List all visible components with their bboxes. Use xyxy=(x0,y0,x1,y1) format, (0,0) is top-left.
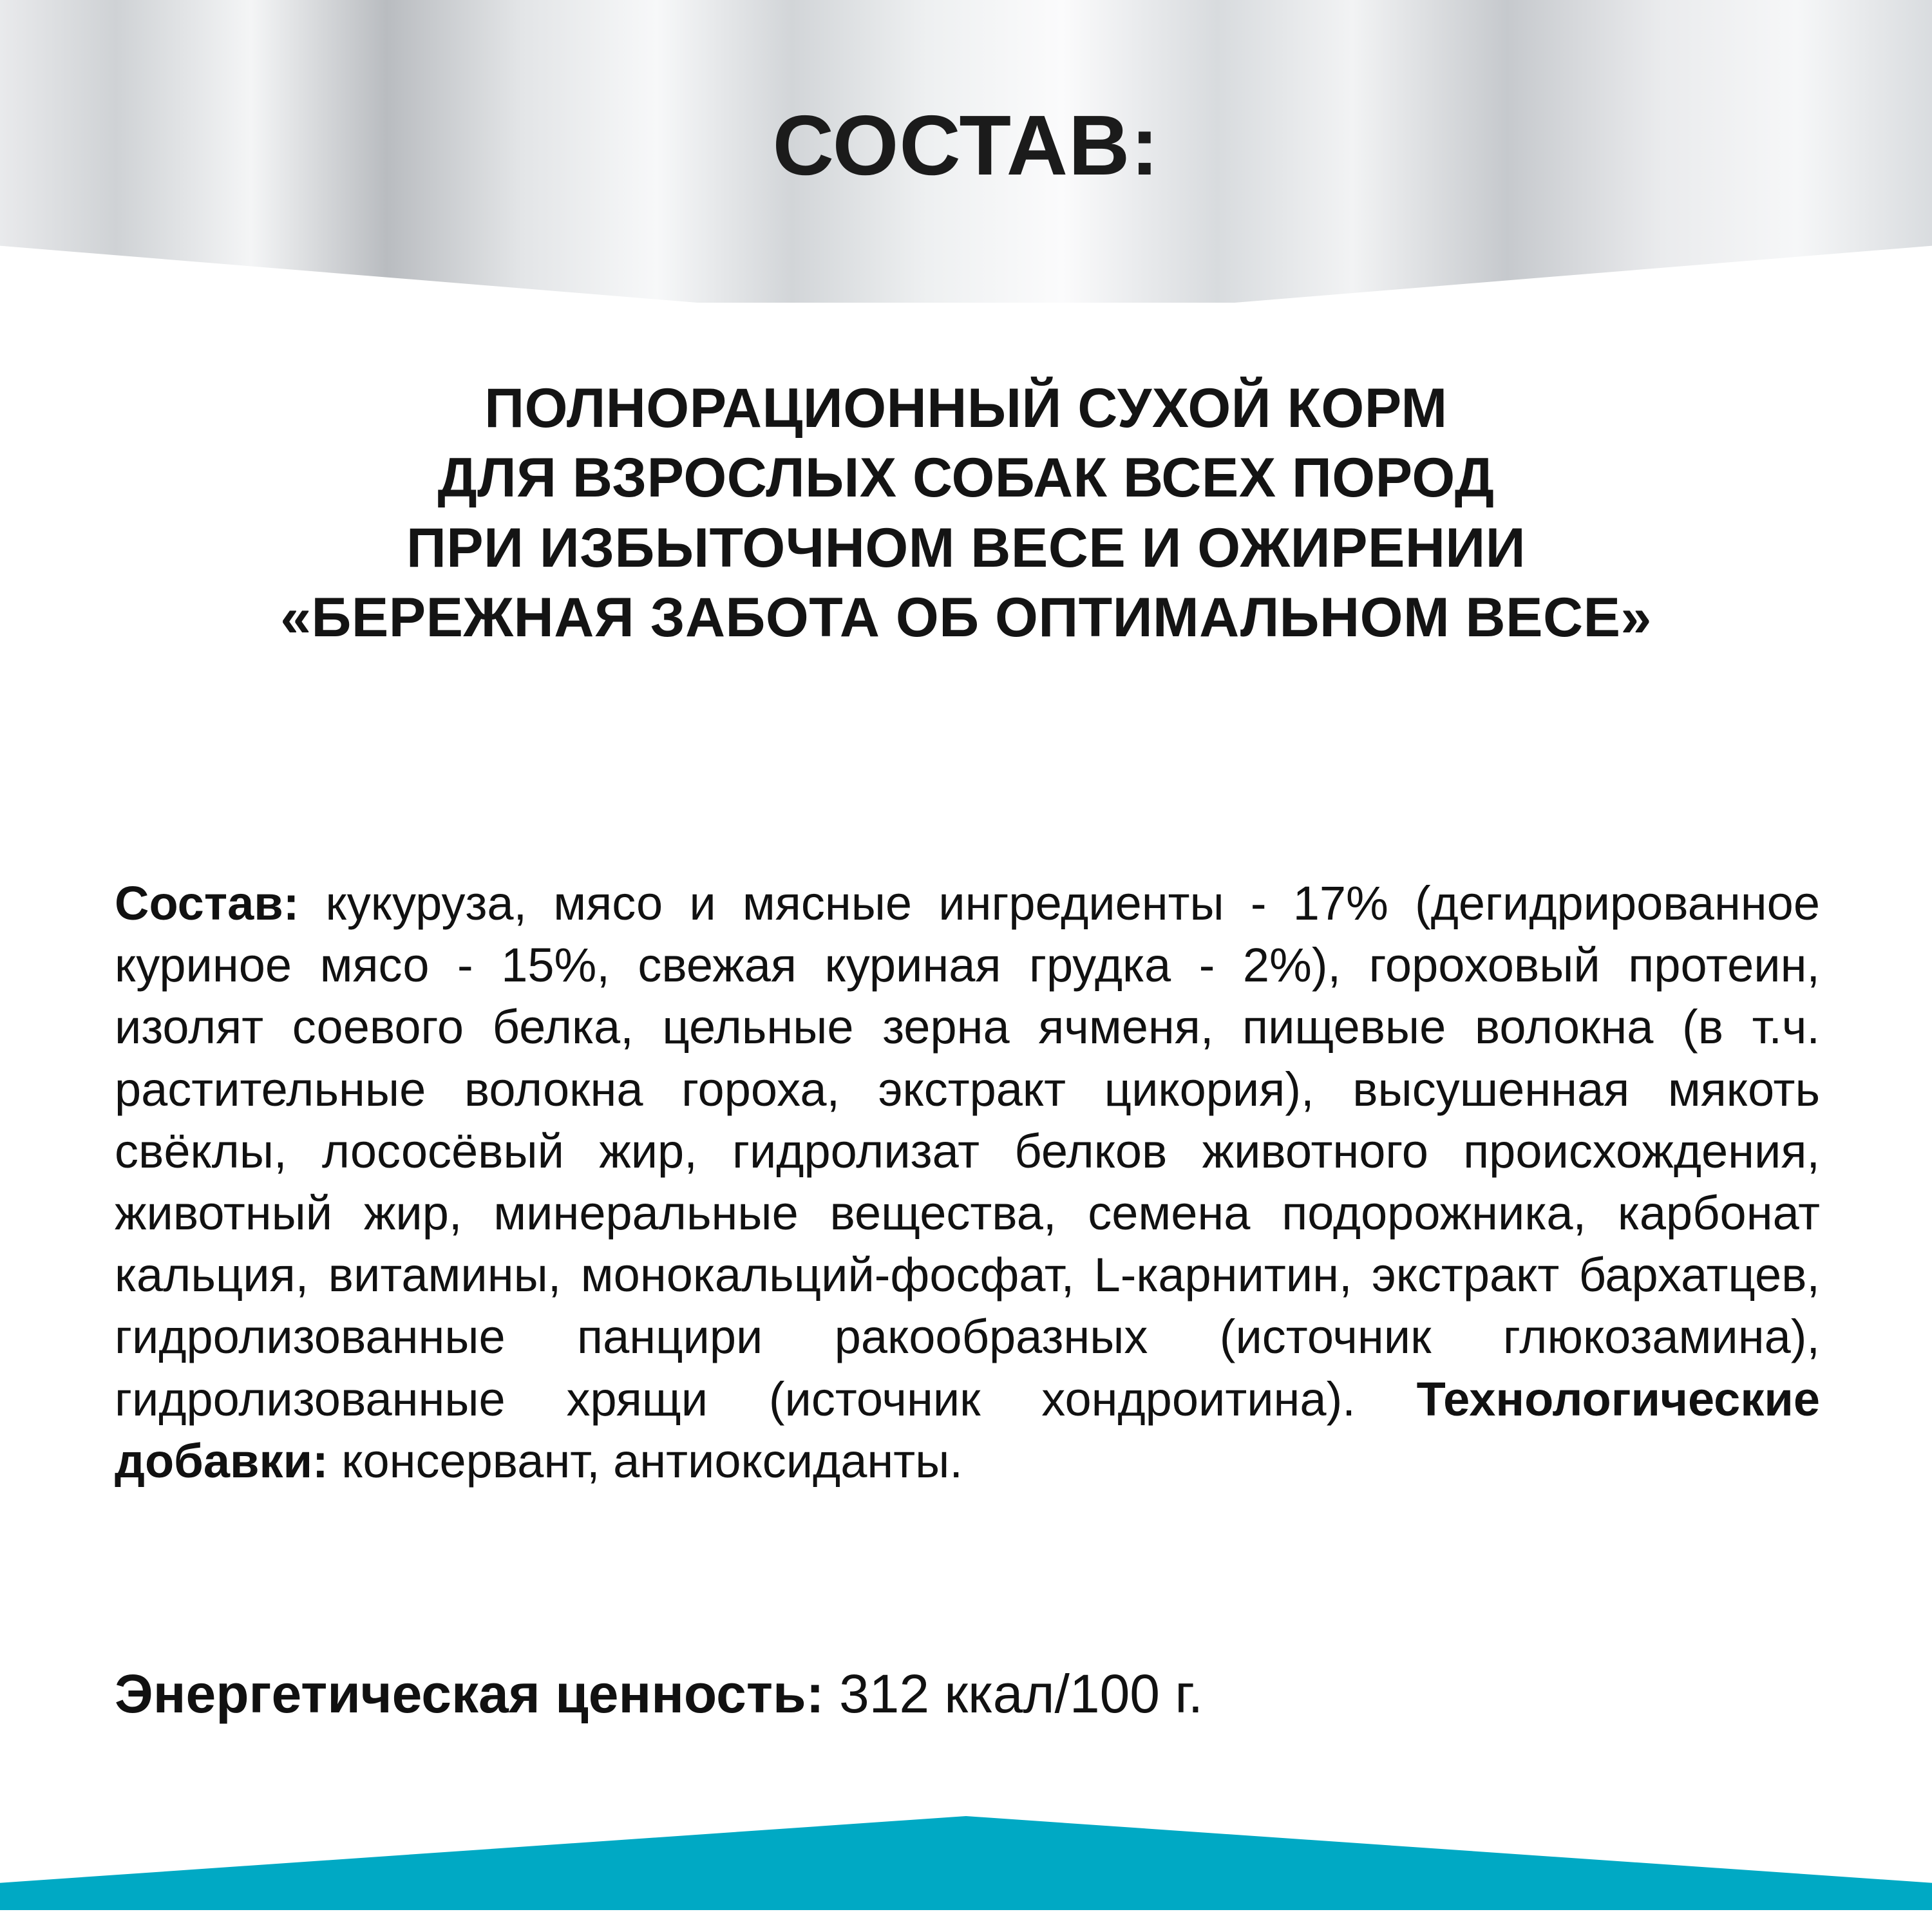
subtitle-line-2: ДЛЯ ВЗРОСЛЫХ СОБАК ВСЕХ ПОРОД xyxy=(437,447,1495,509)
subtitle-line-3: ПРИ ИЗБЫТОЧНОМ ВЕСЕ И ОЖИРЕНИИ xyxy=(406,516,1526,579)
composition-label: Состав: xyxy=(115,876,299,930)
header-chevron-shape xyxy=(0,245,1932,374)
composition-ingredients: кукуруза, мясо и мясные ингредиенты - 17% (дегидрированное куриное мясо - 15%, свежая куриная грудка - 2%), гороховый протеин, изолят соевого белка, цельные зерна ячменя, пищевые волокна (в т.ч. растительные волокна гороха, экстракт цикория), высушенная мякоть свёклы, лососёвый жир, гидролизат белков животного происхождения, животный жир, минеральные вещества, семена подорожника, карбонат кальция, витамины, монокальций-фосфат, L-карнитин, экстракт бархатцев, гидролизованные панцири ракообразных (источник глюкозамина), гидролизованные хрящи (источник хондроитина). xyxy=(115,876,1820,1426)
composition-paragraph xyxy=(115,873,1820,1492)
product-subtitle xyxy=(116,374,1816,652)
footer-white-strip xyxy=(0,1910,1932,1932)
subtitle-line-4: «БЕРЕЖНАЯ ЗАБОТА ОБ ОПТИМАЛЬНОМ ВЕСЕ» xyxy=(280,587,1652,649)
page-title: СОСТАВ: xyxy=(772,98,1160,193)
additives-label: Технологические добавки: xyxy=(115,1372,1820,1488)
energy-value: 312 ккал/100 г. xyxy=(824,1663,1204,1724)
energy-label: Энергетическая ценность: xyxy=(115,1663,824,1724)
additives-text: консервант, антиоксиданты. xyxy=(328,1434,963,1488)
energy-value-line xyxy=(115,1662,1820,1727)
footer-area xyxy=(0,1784,1932,1932)
subtitle-line-1: ПОЛНОРАЦИОННЫЙ СУХОЙ КОРМ xyxy=(484,377,1448,439)
